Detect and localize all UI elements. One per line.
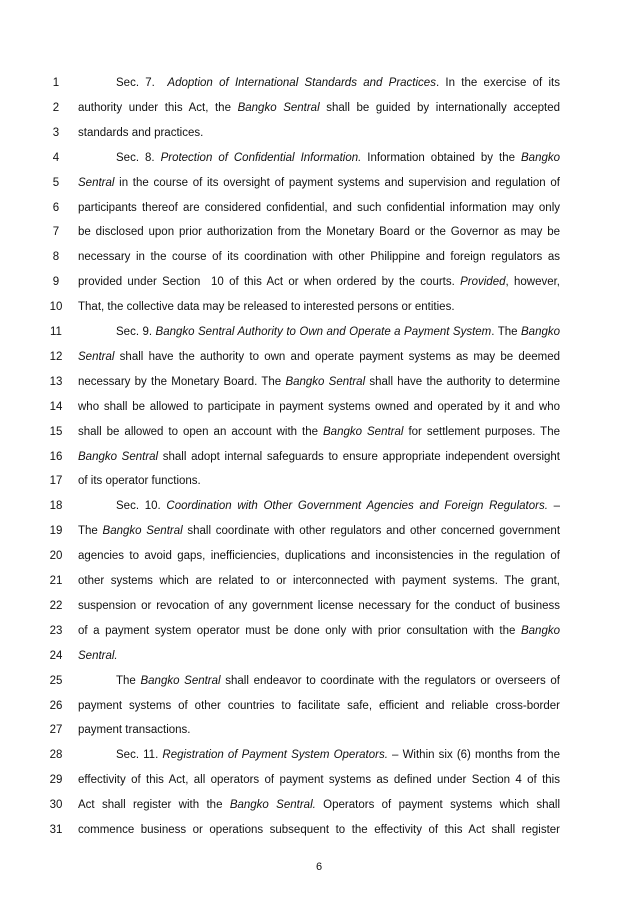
text-segment: commence business or operations subsequent to the effectivity of this Act shall register	[78, 824, 560, 836]
line-number: 26	[49, 699, 63, 712]
text-segment: suspension or revocation of any government license necessary for the conduct of business	[78, 599, 560, 612]
text-line	[0, 670, 638, 692]
line-text	[78, 197, 560, 219]
italic-text-segment: Bangko Sentral	[285, 375, 366, 388]
text-segment: Sec. 11.	[116, 749, 163, 762]
line-number: 8	[52, 251, 60, 264]
line-number: 28	[49, 749, 63, 762]
line-text	[116, 147, 560, 169]
line-text	[78, 172, 560, 194]
italic-text-segment: Adoption of International Standards and Practices	[167, 77, 436, 89]
text-segment: participants thereof are considered confidential, and such confidential information may only	[78, 201, 560, 214]
line-text	[116, 321, 560, 343]
italic-text-segment: Bangko Sentral	[140, 674, 221, 687]
italic-text-segment: Sentral.	[78, 649, 118, 662]
text-line	[0, 271, 638, 293]
italic-text-segment: Bangko	[520, 624, 560, 637]
line-number: 23	[49, 624, 63, 637]
line-number: 18	[49, 500, 63, 513]
text-segment: standards and practices.	[78, 126, 204, 139]
text-segment: shall have the authority to determine	[365, 375, 560, 388]
italic-text-segment: Sentral	[78, 350, 115, 363]
text-line	[0, 346, 638, 368]
text-line	[0, 595, 638, 617]
line-number: 1	[52, 77, 60, 89]
line-text	[116, 72, 560, 94]
line-number: 4	[52, 151, 60, 164]
line-number: 10	[49, 301, 63, 314]
text-segment: shall be guided by internationally accepted	[319, 101, 560, 114]
text-line	[0, 794, 638, 816]
line-number: 29	[49, 774, 63, 787]
text-segment: The	[116, 674, 141, 687]
italic-text-segment: Bangko Sentral	[78, 450, 159, 463]
text-segment: payment transactions.	[78, 724, 191, 737]
line-text	[78, 545, 560, 567]
text-segment: authority under this Act, the	[78, 101, 238, 114]
text-line	[0, 545, 638, 567]
text-line	[0, 321, 638, 343]
text-segment: Sec. 7.	[116, 77, 168, 89]
text-segment: shall endeavor to coordinate with the regulators or overseers of	[220, 674, 560, 687]
italic-text-segment: Bangko Sentral	[237, 101, 320, 114]
italic-text-segment: Sentral	[78, 176, 115, 189]
text-segment: Sec. 10.	[116, 500, 167, 513]
line-text	[78, 97, 560, 119]
text-segment: shall coordinate with other regulators and other concerned government	[182, 525, 561, 538]
text-line	[0, 421, 638, 443]
italic-text-segment: Provided	[460, 276, 506, 289]
text-segment: agencies to avoid gaps, inefficiencies, duplications and inconsistencies in the regulation of	[78, 550, 560, 563]
line-number: 9	[52, 276, 60, 289]
italic-text-segment: Registration of Payment System Operators.	[162, 749, 388, 762]
line-text	[78, 346, 560, 368]
text-segment: . The	[491, 326, 521, 338]
text-segment: – Within six (6) months from the	[387, 749, 560, 762]
italic-text-segment: Coordination with Other Government Agencies and Foreign Regulators.	[166, 500, 548, 513]
text-segment: payment systems of other countries to facilitate safe, efficient and reliable cross-border	[78, 699, 560, 712]
text-line	[0, 122, 638, 144]
text-segment: . In the exercise of its	[435, 77, 561, 89]
line-number: 30	[49, 799, 63, 812]
line-number: 2	[52, 101, 60, 114]
line-number: 31	[49, 824, 63, 836]
text-segment: be disclosed upon prior authorization from the Monetary Board or the Governor as may be	[78, 226, 560, 239]
line-text	[116, 670, 560, 692]
text-segment: necessary in the course of its coordination with other Philippine and foreign regulators as	[78, 251, 560, 264]
line-number: 14	[49, 400, 63, 413]
italic-text-segment: Protection of Confidential Information.	[160, 151, 362, 164]
line-number: 24	[49, 649, 63, 662]
text-line	[0, 97, 638, 119]
text-line	[0, 695, 638, 717]
line-text	[78, 446, 560, 468]
text-line	[0, 719, 638, 741]
text-segment: other systems which are related to or interconnected with payment systems. The grant,	[78, 575, 560, 587]
text-line	[0, 296, 638, 318]
line-text	[78, 570, 560, 592]
line-text	[78, 371, 560, 393]
text-segment: of its operator functions.	[78, 475, 201, 488]
line-number: 22	[49, 599, 63, 612]
text-segment: in the course of its oversight of payment systems and supervision and regulation of	[114, 176, 560, 189]
text-segment: Operators of payment systems which shall	[315, 799, 560, 812]
italic-text-segment: Bangko Sentral.	[229, 799, 316, 812]
text-line	[0, 744, 638, 766]
text-line	[0, 396, 638, 418]
line-number: 25	[49, 674, 63, 687]
line-number: 15	[49, 425, 63, 438]
line-text	[78, 421, 560, 443]
line-number: 17	[49, 475, 63, 488]
text-segment: of a payment system operator must be done only with prior consultation with the	[78, 624, 521, 637]
line-text	[78, 769, 560, 791]
text-segment: shall be allowed to open an account with the	[78, 425, 324, 438]
line-text	[116, 495, 560, 517]
line-number: 3	[52, 126, 60, 139]
text-line	[0, 769, 638, 791]
text-segment: who shall be allowed to participate in payment systems owned and operated by it and who	[78, 400, 560, 413]
text-line	[0, 446, 638, 468]
text-segment: –	[547, 500, 561, 513]
line-text	[78, 645, 560, 667]
text-segment: shall adopt internal safeguards to ensure appropriate independent oversight	[158, 450, 560, 463]
text-line	[0, 570, 638, 592]
line-text	[78, 819, 560, 841]
text-segment: for settlement purposes. The	[403, 425, 560, 438]
italic-text-segment: Bangko Sentral	[102, 525, 183, 538]
line-text	[78, 221, 560, 243]
text-segment: The	[78, 525, 103, 538]
italic-text-segment: Bangko	[521, 326, 561, 338]
line-number: 27	[49, 724, 63, 737]
line-text	[78, 695, 560, 717]
line-number: 19	[49, 525, 63, 538]
line-number: 13	[49, 375, 63, 388]
line-text	[78, 122, 560, 144]
line-text	[78, 470, 560, 492]
line-text	[78, 719, 560, 741]
line-text	[78, 620, 560, 642]
line-text	[116, 744, 560, 766]
line-text	[78, 296, 560, 318]
line-number: 11	[50, 326, 62, 338]
line-text	[78, 396, 560, 418]
line-text	[78, 246, 560, 268]
text-segment: Sec. 9.	[116, 326, 156, 338]
text-line	[0, 72, 638, 94]
text-segment: Information obtained by the	[361, 151, 521, 164]
text-line	[0, 495, 638, 517]
text-line	[0, 172, 638, 194]
text-segment: shall have the authority to own and operate payment systems as may be deemed	[114, 350, 560, 363]
line-text	[78, 520, 560, 542]
text-segment: Sec. 8.	[116, 151, 161, 164]
italic-text-segment: Bangko Sentral Authority to Own and Operate a Payment System	[155, 326, 492, 338]
text-line	[0, 147, 638, 169]
text-line	[0, 645, 638, 667]
text-line	[0, 620, 638, 642]
text-segment: necessary by the Monetary Board. The	[78, 375, 286, 388]
text-line	[0, 470, 638, 492]
italic-text-segment: Bangko	[521, 151, 561, 164]
text-line	[0, 520, 638, 542]
text-segment: Act shall register with the	[78, 799, 230, 812]
text-segment: That, the collective data may be released to interested persons or entities.	[78, 301, 455, 314]
line-number: 16	[49, 450, 63, 463]
line-text	[78, 794, 560, 816]
page-number: 6	[315, 861, 323, 873]
text-segment: , however,	[505, 276, 561, 289]
line-text	[78, 595, 560, 617]
text-segment: provided under Section 10 of this Act or when ordered by the courts.	[78, 276, 461, 289]
line-number: 12	[49, 350, 63, 363]
line-number: 20	[49, 550, 63, 563]
line-number: 21	[49, 575, 63, 587]
text-line	[0, 197, 638, 219]
text-segment: effectivity of this Act, all operators of payment systems as defined under Section 4 of this	[78, 774, 560, 787]
text-line	[0, 371, 638, 393]
text-line	[0, 246, 638, 268]
line-text	[78, 271, 560, 293]
text-line	[0, 221, 638, 243]
italic-text-segment: Bangko Sentral	[323, 425, 404, 438]
line-number: 7	[52, 226, 60, 239]
line-number: 6	[52, 201, 60, 214]
line-number: 5	[52, 176, 60, 189]
text-line	[0, 819, 638, 841]
